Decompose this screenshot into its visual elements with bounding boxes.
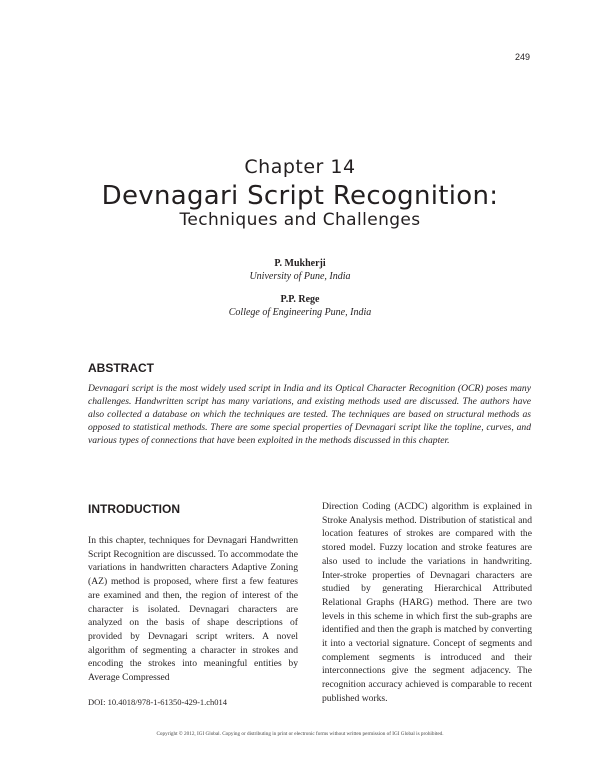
author-name: P. Mukherji (274, 258, 326, 269)
author-affiliation: College of Engineering Pune, India (228, 307, 372, 318)
introduction-heading: INTRODUCTION (88, 502, 180, 516)
page-number: 249 (514, 52, 530, 62)
author-name: P.P. Rege (280, 294, 320, 305)
copyright-notice: Copyright © 2012, IGI Global. Copying or distributing in print or electronic forms without written permission of IGI Global is prohibited. (156, 731, 444, 737)
chapter-title: Devnagari Script Recognition: (101, 181, 499, 211)
author-block-1 (0, 257, 600, 283)
doi: DOI: 10.4018/978-1-61350-429-1.ch014 (88, 697, 228, 707)
chapter-subtitle: Techniques and Challenges (179, 210, 421, 230)
author-block-2 (0, 293, 600, 319)
introduction-left-column: In this chapter, techniques for Devnagari Handwritten Script Recognition are discussed. To accommodate the variations in handwritten characters Adaptive Zoning (AZ) method is proposed, where first a few features are examined and then, the region of interest of the character is isolated. Devnagari characters are analyzed on the basis of shape descriptions of provided by Devnagari script writers. A novel algorithm of segmenting a character in strokes and encoding the strokes into meaningful entities by Average Compressed (88, 535, 298, 684)
chapter-label: Chapter 14 (244, 156, 356, 178)
author-affiliation: University of Pune, India (249, 271, 351, 282)
introduction-right-column: Direction Coding (ACDC) algorithm is explained in Stroke Analysis method. Distribution of statistical and location features of strokes are compared with the stored model. Fuzzy location and stroke features are also used to include the variations in handwriting. Inter-stroke properties of Devnagari characters are studied by generating Hierarchical Attributed Relational Graphs (HARG) method. There are two levels in this scheme in which first the sub-graphs are identified and then the graph is matched by converting it into a vectorial signature. Concept of segments and complement segments is introduced and their interconnections give the segment adjacency. The recognition accuracy achieved is comparable to recent published works. (322, 501, 532, 704)
abstract-heading: ABSTRACT (88, 361, 154, 375)
abstract-text: Devnagari script is the most widely used script in India and its Optical Character Recognition (OCR) poses many challenges. Handwritten script has many variations, and existing methods used are discussed. The authors have also collected a database on which the techniques are tested. The techniques are based on structural methods as opposed to statistical methods. There are some special properties of Devnagari script like the topline, curves, and various types of connections that have been exploited in the methods discussed in this chapter. (88, 383, 531, 446)
